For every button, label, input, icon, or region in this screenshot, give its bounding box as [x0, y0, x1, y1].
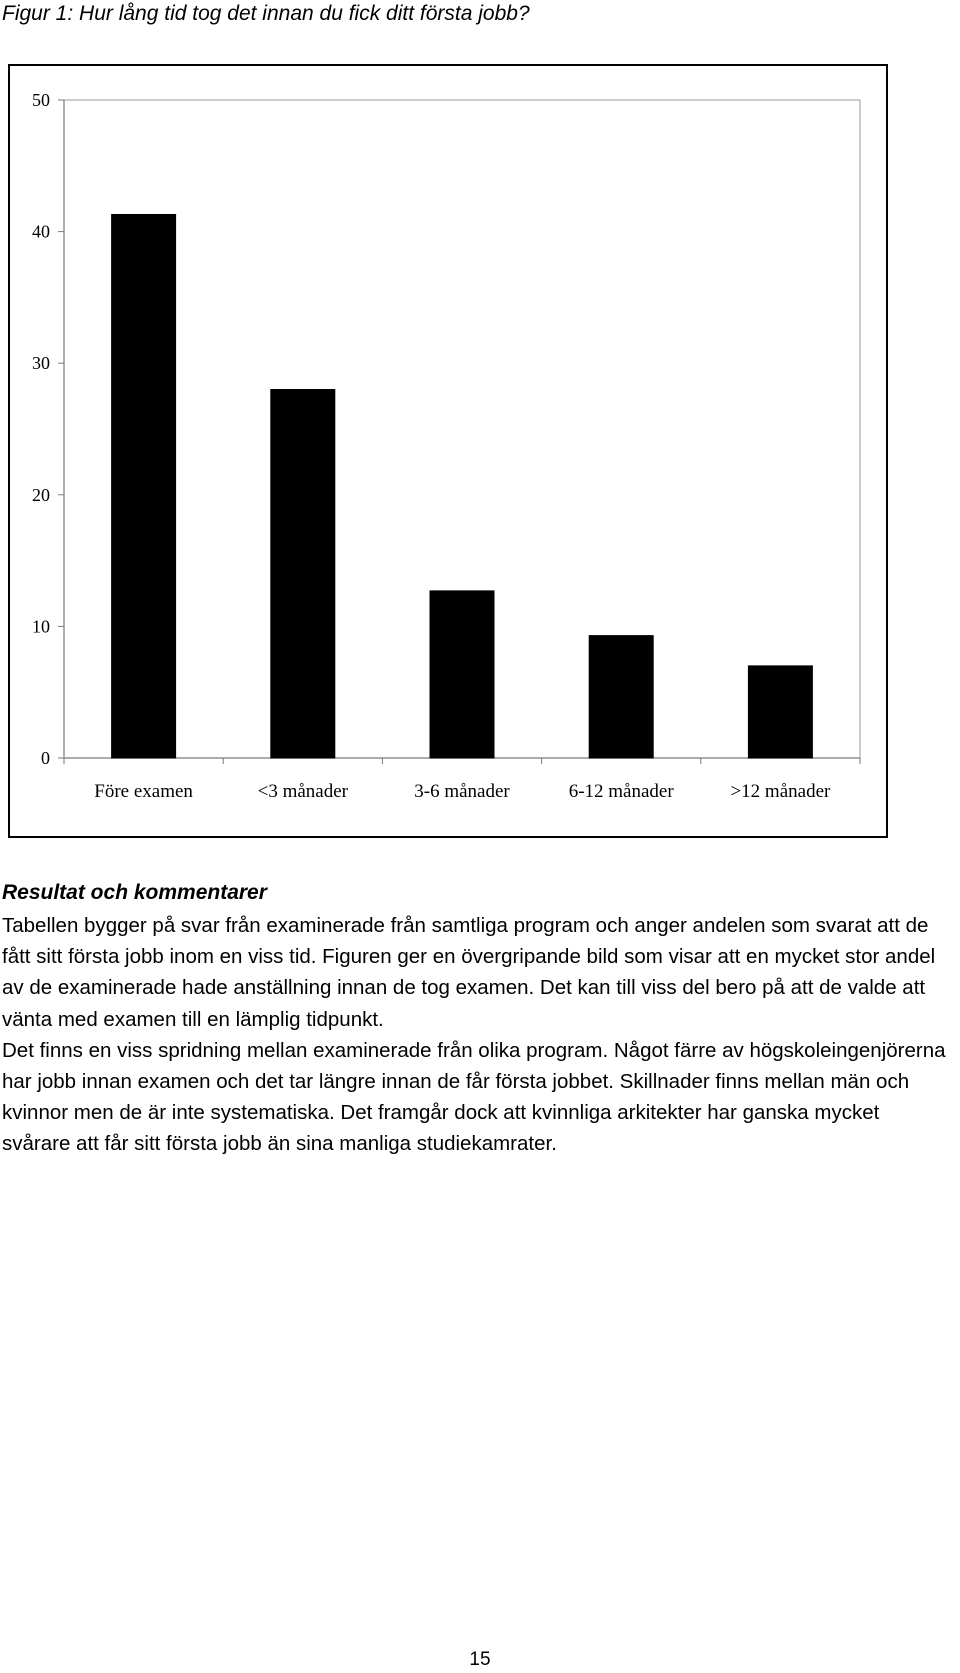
section-heading: Resultat och kommentarer	[2, 881, 267, 904]
y-tick-label: 30	[32, 353, 50, 374]
body-text	[2, 910, 952, 1160]
y-tick-label: 0	[41, 748, 50, 768]
x-category-label: 6-12 månader	[568, 781, 674, 802]
x-category-label: >12 månader	[730, 781, 831, 802]
bar	[748, 666, 812, 758]
y-tick-label: 20	[32, 484, 50, 505]
bar	[589, 636, 653, 758]
y-tick-label: 10	[32, 616, 50, 637]
bar	[430, 591, 494, 758]
figure-caption: Figur 1: Hur lång tid tog det innan du fick ditt första jobb?	[2, 2, 530, 25]
paragraph-2: Det finns en viss spridning mellan examinerade från olika program. Något färre av högskoleingenjörerna har jobb innan examen och det tar längre innan de får första jobbet. Skillnader finns mellan män och kvinnor men de är inte systematiska. Det framgår dock att kvinnliga arkitekter har ganska mycket svårare att får sitt första jobb än sina manliga studiekamrater.	[2, 1038, 946, 1156]
bar	[112, 214, 176, 758]
x-category-label: 3-6 månader	[414, 781, 510, 802]
page-number: 15	[469, 1649, 491, 1670]
y-tick-label: 50	[32, 90, 50, 110]
paragraph-1: Tabellen bygger på svar från examinerade från samtliga program och anger andelen som svarat att de fått sitt första jobb inom en viss tid. Figuren ger en övergripande bild som visar att en mycket stor andel av de examinerade hade anställning innan de tog examen. Det kan till viss del bero på att de valde att vänta med examen till en lämplig tidpunkt.	[2, 914, 936, 1031]
x-category-label: Före examen	[94, 781, 193, 802]
y-tick-label: 40	[32, 221, 50, 242]
x-category-label: <3 månader	[257, 781, 348, 802]
bar	[271, 390, 335, 758]
